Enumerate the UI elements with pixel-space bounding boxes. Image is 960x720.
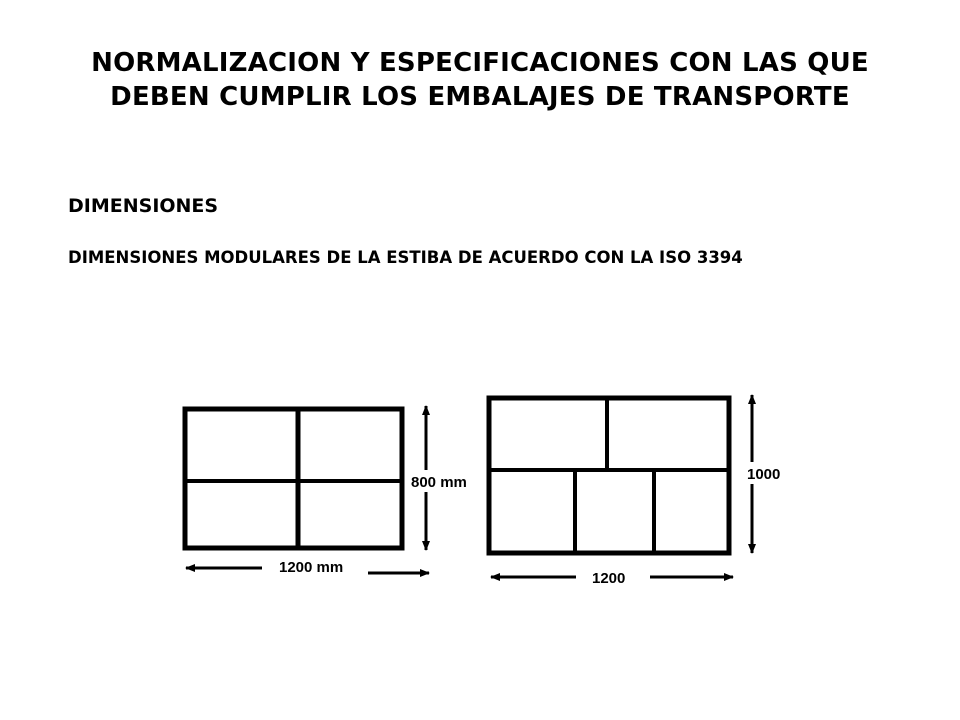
pallet-1-outline xyxy=(185,409,402,548)
pallet-1200x1000 xyxy=(489,398,729,553)
pallet-1200x800 xyxy=(185,409,402,548)
page-title-line-1: NORMALIZACION Y ESPECIFICACIONES CON LAS QUE xyxy=(91,48,869,78)
pallet-1-width-label: 1200 mm xyxy=(279,559,344,576)
section-heading: DIMENSIONES xyxy=(68,195,219,217)
page-title-line-2: DEBEN CUMPLIR LOS EMBALAJES DE TRANSPORTE xyxy=(110,82,850,112)
pallet-1-height-label: 800 mm xyxy=(411,474,467,491)
pallet-2-height-label: 1000 xyxy=(747,466,781,483)
pallet-2-width-label: 1200 xyxy=(592,570,626,587)
section-subtitle: DIMENSIONES MODULARES DE LA ESTIBA DE ACUERDO CON LA ISO 3394 xyxy=(68,248,743,267)
